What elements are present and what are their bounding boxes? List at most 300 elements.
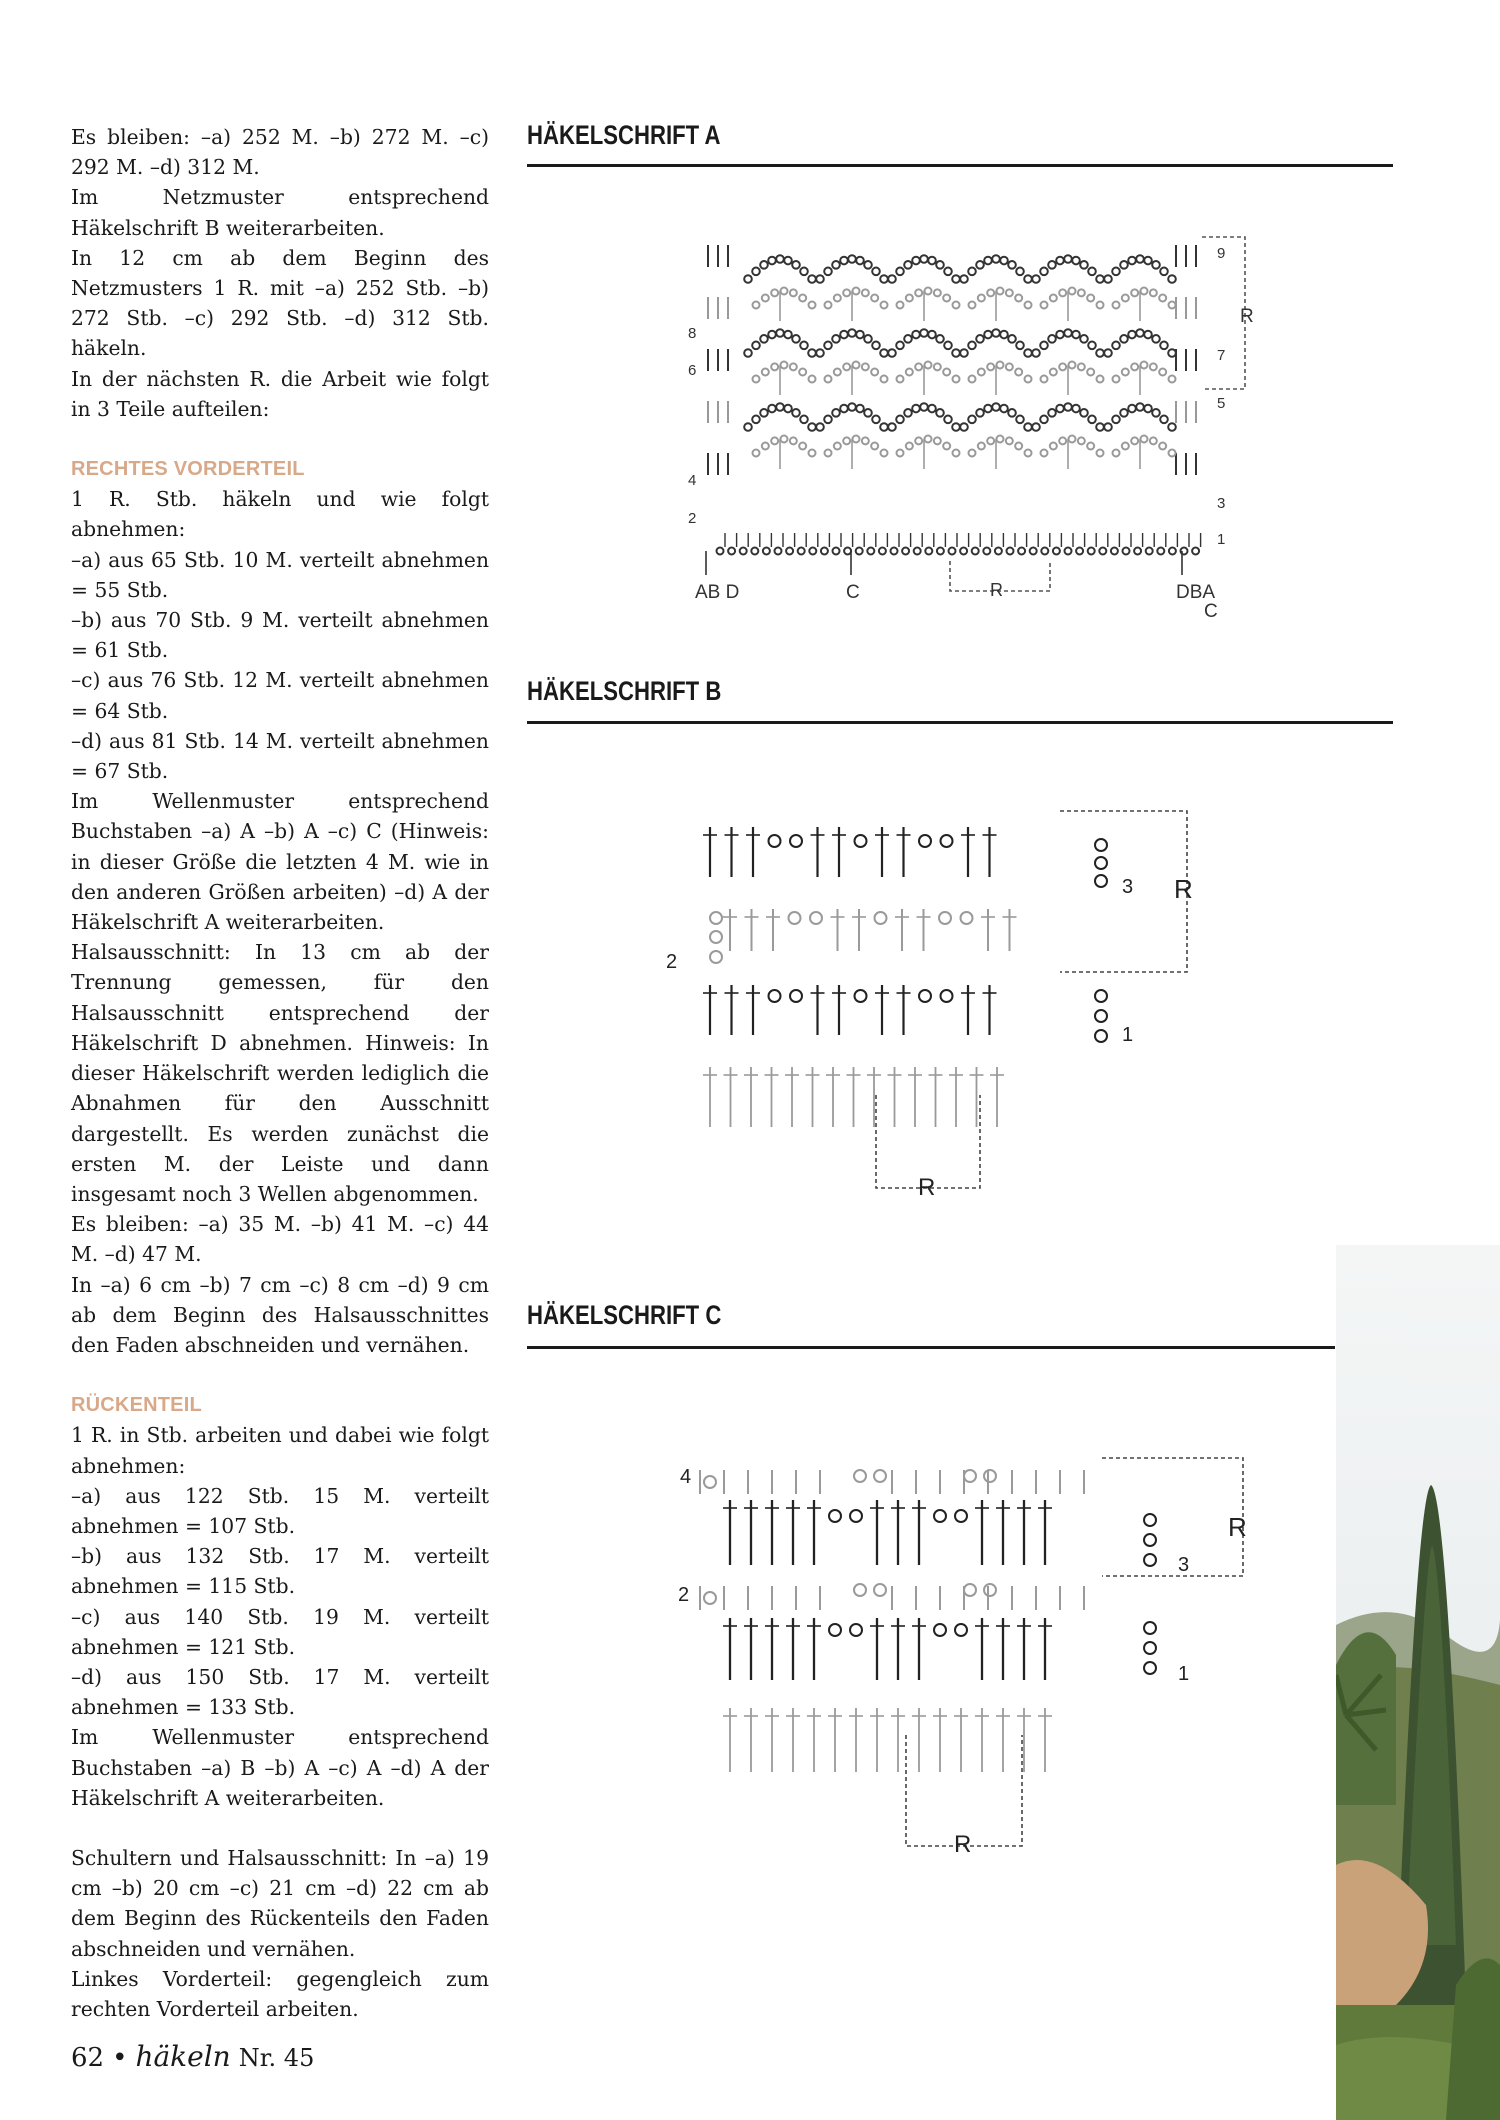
chain-symbol: [944, 416, 952, 424]
chain-symbol: [798, 548, 805, 555]
chain-symbol: [1152, 409, 1160, 417]
chain-symbol: [1015, 295, 1022, 302]
chain-symbol: [816, 423, 824, 431]
chain-symbol: [789, 912, 801, 924]
size-letters-right: DBA: [1176, 582, 1216, 603]
chain-symbol: [872, 342, 880, 350]
chain-symbol: [1050, 295, 1057, 302]
repeat-label-bottom: R: [918, 1174, 936, 1201]
row-number: 5: [1217, 395, 1226, 412]
chain-symbol: [1144, 1622, 1156, 1634]
chain-symbol: [864, 335, 872, 343]
crochet-chart-c: [670, 1450, 1270, 1870]
chain-symbol: [776, 403, 784, 411]
chain-symbol: [1095, 990, 1107, 1002]
chain-symbol: [1104, 349, 1112, 357]
chain-symbol: [978, 369, 985, 376]
chain-symbol: [953, 376, 960, 383]
chain-symbol: [1025, 450, 1032, 457]
chain-symbol: [717, 548, 724, 555]
chain-symbol: [1144, 1642, 1156, 1654]
row-number: 1: [1178, 1663, 1190, 1685]
chain-symbol: [1040, 416, 1048, 424]
paragraph: Linkes Vorderteil: gegengleich zum rechten Vorderteil arbeiten.: [71, 1966, 489, 2021]
chain-symbol: [984, 257, 992, 265]
repeat-label-bottom: R: [954, 1831, 972, 1858]
chain-symbol: [843, 437, 850, 444]
chain-symbol: [1080, 335, 1088, 343]
chain-symbol: [960, 275, 968, 283]
page-number: 62: [71, 2043, 105, 2073]
chain-symbol: [1152, 335, 1160, 343]
chain-symbol: [829, 1624, 841, 1636]
chain-symbol: [1144, 1534, 1156, 1546]
chain-symbol: [987, 289, 994, 296]
chain-symbol: [854, 1584, 866, 1596]
chain-symbol: [871, 295, 878, 302]
chain-symbol: [944, 342, 952, 350]
chain-symbol: [862, 363, 869, 370]
chain-symbol: [1041, 376, 1048, 383]
chain-symbol: [1122, 295, 1129, 302]
chain-symbol: [960, 548, 967, 555]
chain-symbol: [904, 261, 912, 269]
chain-symbol: [800, 268, 808, 276]
chain-symbol: [1157, 548, 1164, 555]
chain-symbol: [834, 369, 841, 376]
row-number: 4: [680, 1466, 692, 1488]
paragraph: –c) aus 140 Stb. 19 M. verteilt abnehmen = 121 Stb.: [71, 1604, 489, 1659]
chain-symbol: [1059, 289, 1066, 296]
chain-symbol: [1169, 548, 1176, 555]
chain-symbol: [1144, 405, 1152, 413]
chain-symbol: [1072, 331, 1080, 339]
chain-symbol: [888, 423, 896, 431]
chain-symbol: [1069, 362, 1076, 369]
chain-symbol: [855, 835, 867, 847]
chain-symbol: [810, 912, 822, 924]
chain-symbol: [1000, 257, 1008, 265]
chain-symbol: [1144, 1662, 1156, 1674]
chain-symbol: [1141, 436, 1148, 443]
chain-symbol: [1159, 369, 1166, 376]
chain-symbol: [753, 302, 760, 309]
chain-symbol: [1050, 443, 1057, 450]
chain-symbol: [987, 437, 994, 444]
chain-symbol: [1078, 363, 1085, 370]
row-number: 2: [678, 1584, 690, 1606]
chain-symbol: [786, 548, 793, 555]
chain-symbol: [987, 363, 994, 370]
row-number: 8: [688, 325, 697, 342]
chain-symbol: [853, 436, 860, 443]
chain-symbol: [824, 268, 832, 276]
chain-symbol: [834, 443, 841, 450]
chain-symbol: [781, 362, 788, 369]
chain-symbol: [904, 335, 912, 343]
chain-symbol: [753, 450, 760, 457]
chain-symbol: [844, 548, 851, 555]
chain-symbol: [843, 289, 850, 296]
chain-symbol: [848, 403, 856, 411]
paragraph: Im Netzmuster entsprechend Häkelschrift B weiterarbeiten.: [71, 185, 489, 240]
chain-symbol: [1112, 416, 1120, 424]
chain-symbol: [960, 349, 968, 357]
chain-symbol: [769, 835, 781, 847]
chain-symbol: [1025, 376, 1032, 383]
chain-symbol: [984, 1584, 996, 1596]
chain-symbol: [997, 288, 1004, 295]
chart-title-c: HÄKELSCHRIFT C: [527, 1300, 722, 1330]
chain-symbol: [1113, 302, 1120, 309]
chain-symbol: [829, 1510, 841, 1522]
chain-symbol: [1123, 548, 1130, 555]
chain-symbol: [919, 990, 931, 1002]
chain-symbol: [848, 329, 856, 337]
chain-symbol: [897, 450, 904, 457]
chain-symbol: [856, 331, 864, 339]
chain-symbol: [915, 363, 922, 370]
chain-symbol: [776, 255, 784, 263]
chain-symbol: [934, 437, 941, 444]
chain-symbol: [1016, 416, 1024, 424]
bullet: •: [112, 2043, 128, 2073]
chain-symbol: [1146, 548, 1153, 555]
chain-symbol: [961, 912, 973, 924]
chain-symbol: [1064, 403, 1072, 411]
chain-symbol: [825, 376, 832, 383]
chain-symbol: [800, 342, 808, 350]
chain-symbol: [997, 362, 1004, 369]
chain-symbol: [840, 331, 848, 339]
chart-title-b: HÄKELSCHRIFT B: [527, 676, 722, 706]
chain-symbol: [928, 257, 936, 265]
repeat-bracket-bottom: [906, 1735, 1022, 1846]
chain-symbol: [790, 289, 797, 296]
chain-symbol: [1104, 423, 1112, 431]
chain-symbol: [800, 416, 808, 424]
chain-symbol: [771, 437, 778, 444]
chain-symbol: [881, 450, 888, 457]
chain-symbol: [1120, 335, 1128, 343]
chain-symbol: [1131, 289, 1138, 296]
chain-symbol: [964, 1584, 976, 1596]
chain-symbol: [1128, 405, 1136, 413]
chain-symbol: [976, 409, 984, 417]
chain-symbol: [824, 416, 832, 424]
crochet-chart-b: [660, 805, 1220, 1205]
chain-symbol: [1136, 329, 1144, 337]
paragraph: In –a) 6 cm –b) 7 cm –c) 8 cm –d) 9 cm ab dem Beginn des Halsausschnittes den Faden abschneiden und vernähen.: [71, 1272, 489, 1357]
chain-symbol: [1128, 331, 1136, 339]
chain-symbol: [1088, 416, 1096, 424]
chain-symbol: [1112, 268, 1120, 276]
chain-symbol: [976, 335, 984, 343]
chain-symbol: [953, 450, 960, 457]
chain-symbol: [710, 951, 722, 963]
chain-symbol: [968, 416, 976, 424]
divider: [527, 1346, 1335, 1349]
chain-symbol: [1032, 423, 1040, 431]
chain-symbol: [953, 302, 960, 309]
chain-symbol: [1097, 302, 1104, 309]
chain-symbol: [843, 363, 850, 370]
chain-symbol: [928, 405, 936, 413]
chain-symbol: [983, 548, 990, 555]
chain-symbol: [1008, 409, 1016, 417]
chain-symbol: [760, 409, 768, 417]
chain-symbol: [1150, 437, 1157, 444]
section-heading-rechtes-vorderteil: RECHTES VORDERTEIL: [71, 458, 305, 481]
repeat-bracket: [1102, 1458, 1243, 1576]
chain-symbol: [862, 289, 869, 296]
chain-symbol: [771, 289, 778, 296]
divider: [527, 721, 1393, 724]
chain-symbol: [808, 275, 816, 283]
chain-symbol: [775, 548, 782, 555]
chain-symbol: [949, 548, 956, 555]
repeat-label-bottom: R: [990, 580, 1003, 600]
chain-symbol: [881, 376, 888, 383]
chain-symbol: [874, 1470, 886, 1482]
chain-symbol: [1152, 261, 1160, 269]
chain-symbol: [768, 331, 776, 339]
chain-symbol: [1000, 331, 1008, 339]
chain-symbol: [896, 416, 904, 424]
chain-symbol: [704, 1476, 716, 1488]
chain-symbol: [969, 302, 976, 309]
chain-symbol: [1120, 409, 1128, 417]
chain-symbol: [1056, 331, 1064, 339]
chain-symbol: [992, 329, 1000, 337]
chain-symbol: [888, 349, 896, 357]
chain-symbol: [850, 1624, 862, 1636]
chain-symbol: [960, 423, 968, 431]
chain-symbol: [1069, 436, 1076, 443]
chain-symbol: [760, 335, 768, 343]
chain-symbol: [850, 1510, 862, 1522]
chain-symbol: [874, 1584, 886, 1596]
chain-symbol: [1041, 450, 1048, 457]
chain-symbol: [1048, 409, 1056, 417]
chain-symbol: [941, 990, 953, 1002]
chain-symbol: [880, 275, 888, 283]
chain-symbol: [840, 405, 848, 413]
chain-symbol: [816, 349, 824, 357]
chain-symbol: [934, 363, 941, 370]
chain-symbol: [992, 255, 1000, 263]
chain-symbol: [925, 362, 932, 369]
chain-symbol: [952, 349, 960, 357]
chain-symbol: [752, 268, 760, 276]
chain-symbol: [853, 362, 860, 369]
chain-symbol: [790, 990, 802, 1002]
chain-symbol: [1088, 268, 1096, 276]
chain-symbol: [1160, 268, 1168, 276]
chain-symbol: [914, 548, 921, 555]
paragraph: In 12 cm ab dem Beginn des Netzmusters 1 R. mit –a) 252 Stb. –b) 272 Stb. –c) 292 Stb. –d) 312 Stb. häkeln.: [71, 245, 489, 361]
chain-symbol: [984, 331, 992, 339]
chain-symbol: [984, 1470, 996, 1482]
chain-symbol: [978, 443, 985, 450]
size-letter-c: C: [846, 582, 860, 603]
chain-symbol: [944, 268, 952, 276]
chain-symbol: [1095, 839, 1107, 851]
chain-symbol: [809, 450, 816, 457]
chain-symbol: [856, 548, 863, 555]
paragraph: 1 R. in Stb. arbeiten und dabei wie folgt abnehmen:: [71, 1423, 489, 1478]
chain-symbol: [1150, 363, 1157, 370]
chain-symbol: [1064, 255, 1072, 263]
chain-symbol: [1099, 548, 1106, 555]
paragraph: In der nächsten R. die Arbeit wie folgt in 3 Teile aufteilen:: [71, 366, 489, 421]
row-number: 2: [666, 951, 678, 973]
paragraph: –b) aus 132 Stb. 17 M. verteilt abnehmen = 115 Stb.: [71, 1544, 489, 1599]
paragraph: Halsausschnitt: In 13 cm ab der Trennung gemessen, für den Halsausschnitt entsprechend der Häkelschrift D abnehmen. Hinweis: In dieser Häkelschrift werden lediglich die Abnahmen für den Ausschnitt dargestellt. Es werden zunächst die ersten M. der Leiste und dann insgesamt noch 3 Wellen abgenommen.: [71, 940, 489, 1206]
chain-symbol: [864, 409, 872, 417]
chain-symbol: [854, 1470, 866, 1482]
chain-symbol: [939, 912, 951, 924]
chain-symbol: [968, 342, 976, 350]
chart-a-symbols: [706, 245, 1201, 575]
chain-symbol: [915, 289, 922, 296]
chain-symbol: [790, 437, 797, 444]
chain-symbol: [1024, 275, 1032, 283]
chain-symbol: [1015, 369, 1022, 376]
chain-symbol: [1168, 423, 1176, 431]
chain-symbol: [872, 268, 880, 276]
chain-symbol: [912, 331, 920, 339]
chain-symbol: [790, 363, 797, 370]
chain-symbol: [1096, 423, 1104, 431]
chain-symbol: [943, 443, 950, 450]
chain-symbol: [943, 369, 950, 376]
chain-symbol: [997, 436, 1004, 443]
chain-symbol: [1048, 261, 1056, 269]
chain-symbol: [808, 423, 816, 431]
chain-symbol: [1048, 335, 1056, 343]
chain-symbol: [853, 288, 860, 295]
chain-symbol: [888, 275, 896, 283]
chain-symbol: [1104, 275, 1112, 283]
chain-symbol: [762, 443, 769, 450]
chart-title-a: HÄKELSCHRIFT A: [527, 120, 721, 150]
divider: [527, 164, 1393, 167]
chain-symbol: [964, 1470, 976, 1482]
row-number: 9: [1217, 245, 1226, 262]
chain-symbol: [992, 403, 1000, 411]
chain-symbol: [1064, 329, 1072, 337]
chain-symbol: [808, 349, 816, 357]
chain-symbol: [832, 261, 840, 269]
chain-symbol: [1169, 450, 1176, 457]
chart-c-symbols: [700, 1470, 1156, 1772]
chain-symbol: [1087, 369, 1094, 376]
chain-symbol: [1096, 349, 1104, 357]
chain-symbol: [1095, 1030, 1107, 1042]
chain-symbol: [1078, 289, 1085, 296]
chain-symbol: [1131, 363, 1138, 370]
chain-symbol: [816, 275, 824, 283]
chain-symbol: [776, 329, 784, 337]
chain-symbol: [848, 255, 856, 263]
magazine-logo: häkeln: [135, 2040, 231, 2073]
chain-symbol: [934, 1624, 946, 1636]
chain-symbol: [760, 261, 768, 269]
chain-symbol: [740, 548, 747, 555]
chain-symbol: [753, 376, 760, 383]
chain-symbol: [769, 990, 781, 1002]
chain-symbol: [768, 405, 776, 413]
chain-symbol: [928, 331, 936, 339]
chain-symbol: [871, 443, 878, 450]
chain-symbol: [1113, 376, 1120, 383]
chain-symbol: [1053, 548, 1060, 555]
chain-symbol: [840, 257, 848, 265]
chain-symbol: [875, 912, 887, 924]
chain-symbol: [943, 295, 950, 302]
chain-symbol: [1024, 349, 1032, 357]
row-number: 3: [1122, 876, 1134, 898]
chain-symbol: [799, 295, 806, 302]
chain-symbol: [864, 261, 872, 269]
row-number: 4: [688, 472, 697, 489]
page-footer: [71, 2040, 314, 2073]
chain-symbol: [897, 302, 904, 309]
chain-symbol: [1032, 349, 1040, 357]
chain-symbol: [792, 335, 800, 343]
chain-symbol: [1080, 409, 1088, 417]
chain-symbol: [1076, 548, 1083, 555]
chain-symbol: [762, 369, 769, 376]
chain-symbol: [792, 261, 800, 269]
chain-symbol: [881, 302, 888, 309]
chain-symbol: [832, 335, 840, 343]
chain-symbol: [978, 295, 985, 302]
paragraph: –d) aus 81 Stb. 14 M. verteilt abnehmen = 67 Stb.: [71, 728, 489, 784]
chain-symbol: [879, 548, 886, 555]
section-heading-rueckenteil: RÜCKENTEIL: [71, 1394, 202, 1417]
chain-symbol: [799, 443, 806, 450]
chain-symbol: [871, 369, 878, 376]
chain-symbol: [1016, 342, 1024, 350]
chain-symbol: [872, 416, 880, 424]
chain-symbol: [969, 450, 976, 457]
chain-symbol: [728, 548, 735, 555]
chain-symbol: [1006, 437, 1013, 444]
chain-symbol: [771, 363, 778, 370]
chain-symbol: [1112, 342, 1120, 350]
chain-symbol: [1016, 268, 1024, 276]
chain-symbol: [1050, 369, 1057, 376]
chain-symbol: [710, 931, 722, 943]
chain-symbol: [1059, 363, 1066, 370]
chain-symbol: [710, 912, 722, 924]
chain-symbol: [1192, 548, 1199, 555]
chain-symbol: [784, 405, 792, 413]
chain-symbol: [1088, 548, 1095, 555]
chain-symbol: [906, 295, 913, 302]
crochet-chart-a: [670, 225, 1260, 625]
chain-symbol: [896, 268, 904, 276]
chain-symbol: [1025, 302, 1032, 309]
chain-symbol: [1072, 405, 1080, 413]
chain-symbol: [825, 302, 832, 309]
paragraph: Es bleiben: –a) 252 M. –b) 272 M. –c) 292 M. –d) 312 M.: [71, 125, 489, 180]
chain-symbol: [1134, 548, 1141, 555]
chain-symbol: [1056, 405, 1064, 413]
chain-symbol: [925, 548, 932, 555]
